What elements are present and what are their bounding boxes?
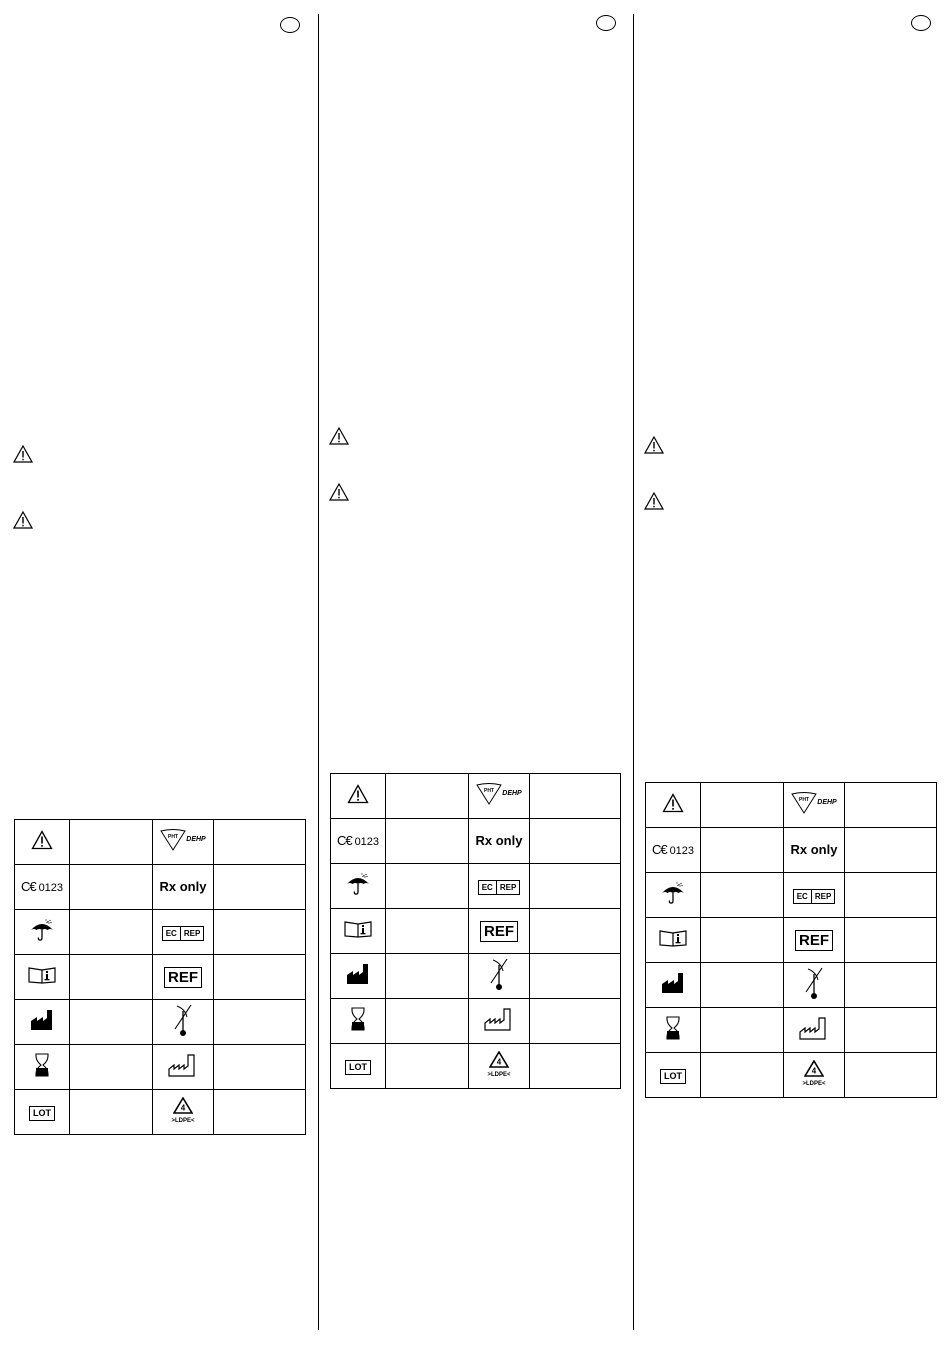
symbol-cell — [153, 1045, 214, 1090]
symbols-table-row — [331, 864, 621, 909]
symbol-description-cell — [70, 1045, 153, 1090]
warning-triangle-icon — [329, 427, 349, 445]
ce-mark-icon: C€ 0123 — [336, 833, 380, 848]
rx-only-label: Rx only — [790, 842, 838, 857]
symbol-description-cell — [530, 999, 621, 1044]
symbols-table-row — [15, 1045, 306, 1090]
warning-triangle-icon — [662, 793, 684, 813]
ec-rep-icon: EC REP — [793, 889, 836, 904]
symbols-table-row — [646, 1053, 937, 1098]
symbols-table-row — [331, 954, 621, 999]
manufacturer-icon — [346, 963, 370, 985]
rx-only-label: Rx only — [159, 879, 207, 894]
symbols-table-row — [646, 828, 937, 873]
symbols-table-row — [646, 783, 937, 828]
symbol-description-cell — [70, 910, 153, 955]
symbol-cell — [646, 1008, 701, 1053]
symbol-cell — [646, 828, 701, 873]
symbol-description-cell — [701, 783, 784, 828]
symbol-description-cell — [214, 955, 306, 1000]
symbol-description-cell — [70, 1090, 153, 1135]
symbol-cell — [784, 873, 845, 918]
symbol-description-cell — [701, 873, 784, 918]
symbol-description-cell — [701, 918, 784, 963]
symbol-description-cell — [845, 783, 937, 828]
warning-triangle-icon — [13, 511, 33, 529]
symbol-cell — [331, 999, 386, 1044]
symbol-description-cell — [701, 1053, 784, 1098]
lot-icon: LOT — [660, 1069, 686, 1084]
recycle-ldpe-icon — [802, 1060, 825, 1087]
symbol-description-cell — [70, 820, 153, 865]
symbol-cell — [784, 1008, 845, 1053]
symbol-cell — [469, 1044, 530, 1089]
use-by-hourglass-icon — [35, 1053, 49, 1077]
symbol-description-cell — [845, 1008, 937, 1053]
temperature-limit-icon — [489, 957, 509, 991]
recycle-ldpe-icon — [171, 1097, 194, 1124]
ce-mark-icon: C€ 0123 — [651, 842, 695, 857]
warning-triangle-icon — [644, 492, 664, 510]
notified-body-number: 0123 — [38, 882, 64, 894]
use-by-hourglass-icon — [351, 1007, 365, 1031]
symbol-cell — [331, 954, 386, 999]
symbol-cell — [469, 909, 530, 954]
rx-only-label: Rx only — [475, 833, 523, 848]
language-indicator-circle — [596, 15, 616, 31]
symbols-table-row — [331, 1044, 621, 1089]
symbols-table — [330, 773, 621, 1089]
symbol-description-cell — [530, 954, 621, 999]
symbol-cell — [15, 865, 70, 910]
symbol-cell — [15, 1000, 70, 1045]
symbol-description-cell — [70, 1000, 153, 1045]
pht-label: PHT — [484, 787, 495, 794]
recycle-number-label: 4 — [496, 1057, 502, 1067]
ec-rep-icon: EC REP — [478, 880, 521, 895]
symbols-table-row — [331, 774, 621, 819]
ldpe-label: >LDPE< — [171, 1118, 195, 1124]
column-divider — [633, 14, 634, 1330]
ldpe-label: >LDPE< — [802, 1081, 826, 1087]
symbol-description-cell — [845, 918, 937, 963]
ref-icon: REF — [164, 967, 202, 988]
symbol-cell — [469, 954, 530, 999]
notified-body-number: 0123 — [669, 845, 695, 857]
symbol-cell — [469, 819, 530, 864]
keep-dry-umbrella-icon — [345, 872, 371, 896]
symbols-table — [14, 819, 306, 1135]
pht-label: PHT — [168, 833, 179, 840]
symbol-description-cell — [386, 819, 469, 864]
symbols-table-row — [331, 819, 621, 864]
keep-dry-umbrella-icon — [660, 881, 686, 905]
ref-icon: REF — [795, 930, 833, 951]
symbol-description-cell — [70, 955, 153, 1000]
warning-triangle-icon — [644, 436, 664, 454]
symbol-description-cell — [530, 819, 621, 864]
temperature-limit-icon — [173, 1003, 193, 1037]
symbol-description-cell — [214, 1000, 306, 1045]
symbol-description-cell — [530, 909, 621, 954]
warning-triangle-icon — [347, 784, 369, 804]
symbol-description-cell — [845, 873, 937, 918]
symbol-cell — [153, 1000, 214, 1045]
symbol-cell — [153, 910, 214, 955]
symbols-table-row — [331, 999, 621, 1044]
symbol-cell — [15, 1090, 70, 1135]
symbol-cell — [15, 820, 70, 865]
pht-dehp-free-icon: PHT DEHP — [160, 829, 205, 851]
symbols-table-row — [15, 1090, 306, 1135]
symbol-description-cell — [530, 864, 621, 909]
symbol-cell — [469, 999, 530, 1044]
language-indicator-circle — [911, 15, 931, 31]
symbol-description-cell — [701, 1008, 784, 1053]
symbol-cell — [784, 828, 845, 873]
symbols-table-row — [646, 873, 937, 918]
warning-triangle-icon — [329, 483, 349, 501]
symbol-cell — [153, 820, 214, 865]
symbol-description-cell — [701, 963, 784, 1008]
symbol-description-cell — [214, 865, 306, 910]
symbol-cell — [646, 1053, 701, 1098]
date-of-manufacture-icon — [799, 1016, 829, 1040]
symbol-description-cell — [530, 1044, 621, 1089]
symbol-description-cell — [386, 909, 469, 954]
ce-mark-icon: C€ 0123 — [20, 879, 64, 894]
symbol-cell — [153, 955, 214, 1000]
symbol-cell — [15, 955, 70, 1000]
symbol-description-cell — [214, 1045, 306, 1090]
date-of-manufacture-icon — [484, 1007, 514, 1031]
symbol-cell — [331, 1044, 386, 1089]
use-by-hourglass-icon — [666, 1016, 680, 1040]
symbol-cell — [469, 864, 530, 909]
manufacturer-icon — [30, 1009, 54, 1031]
notified-body-number: 0123 — [354, 836, 380, 848]
symbol-description-cell — [386, 774, 469, 819]
column-divider — [318, 14, 319, 1330]
symbol-cell — [784, 918, 845, 963]
symbol-cell — [646, 783, 701, 828]
recycle-ldpe-icon — [487, 1051, 510, 1078]
symbols-table-row — [15, 1000, 306, 1045]
temperature-limit-icon — [804, 966, 824, 1000]
ldpe-label: >LDPE< — [487, 1072, 511, 1078]
symbol-description-cell — [845, 828, 937, 873]
symbol-cell — [331, 864, 386, 909]
symbols-table-row — [15, 820, 306, 865]
pht-label: PHT — [799, 796, 810, 803]
symbol-cell — [153, 1090, 214, 1135]
symbol-cell — [646, 963, 701, 1008]
symbol-cell — [331, 774, 386, 819]
symbol-cell — [784, 963, 845, 1008]
recycle-number-label: 4 — [180, 1103, 186, 1113]
symbol-description-cell — [845, 963, 937, 1008]
symbol-cell — [784, 783, 845, 828]
manufacturer-icon — [661, 972, 685, 994]
symbols-table — [645, 782, 937, 1098]
symbol-cell — [153, 865, 214, 910]
symbols-table-row — [15, 910, 306, 955]
symbol-cell — [15, 910, 70, 955]
symbol-description-cell — [386, 1044, 469, 1089]
symbol-cell — [15, 1045, 70, 1090]
warning-triangle-icon — [13, 445, 33, 463]
symbol-description-cell — [386, 954, 469, 999]
lot-icon: LOT — [345, 1060, 371, 1075]
symbols-table-row — [646, 963, 937, 1008]
symbol-description-cell — [386, 864, 469, 909]
consult-instructions-icon — [659, 929, 687, 947]
symbol-description-cell — [214, 910, 306, 955]
symbols-table-row — [646, 918, 937, 963]
language-indicator-circle — [280, 17, 300, 33]
warning-triangle-icon — [31, 830, 53, 850]
symbols-table-row — [15, 865, 306, 910]
symbols-table-row — [331, 909, 621, 954]
symbol-cell — [331, 909, 386, 954]
symbol-cell — [331, 819, 386, 864]
symbols-table-row — [15, 955, 306, 1000]
symbol-cell — [784, 1053, 845, 1098]
consult-instructions-icon — [28, 966, 56, 984]
keep-dry-umbrella-icon — [29, 918, 55, 942]
symbol-description-cell — [701, 828, 784, 873]
date-of-manufacture-icon — [168, 1053, 198, 1077]
symbol-description-cell — [214, 820, 306, 865]
lot-icon: LOT — [29, 1106, 55, 1121]
symbol-cell — [646, 918, 701, 963]
ref-icon: REF — [480, 921, 518, 942]
symbol-description-cell — [214, 1090, 306, 1135]
pht-dehp-free-icon: PHT DEHP — [791, 792, 836, 814]
symbol-cell — [469, 774, 530, 819]
recycle-number-label: 4 — [811, 1066, 817, 1076]
symbol-description-cell — [845, 1053, 937, 1098]
ec-rep-icon: EC REP — [162, 926, 205, 941]
symbols-table-row — [646, 1008, 937, 1053]
symbol-description-cell — [70, 865, 153, 910]
pht-dehp-free-icon: PHT DEHP — [476, 783, 521, 805]
symbol-description-cell — [386, 999, 469, 1044]
symbol-description-cell — [530, 774, 621, 819]
consult-instructions-icon — [344, 920, 372, 938]
symbol-cell — [646, 873, 701, 918]
